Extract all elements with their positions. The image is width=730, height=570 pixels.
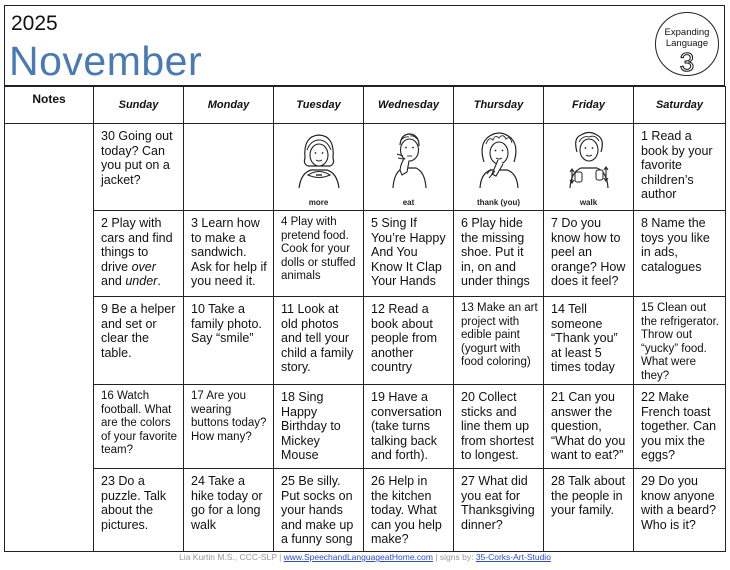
sign-caption-walk: walk — [579, 198, 598, 207]
day-cell-2 — [94, 211, 184, 297]
day-cell-19: 19 Have a conversation (take turns talking back and forth). — [364, 385, 454, 469]
badge-number: 3 — [679, 47, 695, 77]
year-label: 2025 — [11, 12, 58, 35]
sign-walk-icon — [559, 128, 619, 190]
day-header-tuesday: Tuesday — [274, 87, 364, 124]
day-cell-empty — [184, 124, 274, 211]
day-cell-3: 3 Learn how to make a sandwich. Ask for help if you need it. — [184, 211, 274, 297]
day-cell-10: 10 Take a family photo. Say “smile” — [184, 297, 274, 385]
day-cell-8: 8 Name the toys you like in ads, catalogues — [634, 211, 726, 297]
footer-credits — [0, 552, 730, 562]
day-cell-12: 12 Read a book about people from another country — [364, 297, 454, 385]
day-header-friday: Friday — [544, 87, 634, 124]
month-title: November — [9, 38, 203, 84]
sign-cell-eat — [364, 124, 454, 211]
notes-label: Notes — [5, 87, 94, 124]
sign-thank-you-icon — [469, 128, 529, 190]
sign-cell-walk — [544, 124, 634, 211]
day-cell-26: 26 Help in the kitchen today. What can you help make? — [364, 469, 454, 552]
sign-caption-thank-you: thank (you) — [476, 198, 521, 207]
day-cell-28: 28 Talk about the people in your family. — [544, 469, 634, 552]
footer-site-link[interactable]: www.SpeechandLanguageatHome.com — [283, 552, 433, 562]
footer-signs-link[interactable]: 35-Corks-Art-Studio — [475, 552, 551, 562]
sign-cell-thank-you — [454, 124, 544, 211]
day-cell-6: 6 Play hide the missing shoe. Put it in, on and under things — [454, 211, 544, 297]
day-cell-11: 11 Look at old photos and tell your child a family story. — [274, 297, 364, 385]
day-header-monday: Monday — [184, 87, 274, 124]
day-cell-24: 24 Take a hike today or go for a long walk — [184, 469, 274, 552]
day-cell-29: 29 Do you know anyone with a beard? Who is it? — [634, 469, 726, 552]
day-header-wednesday: Wednesday — [364, 87, 454, 124]
footer-author: Lia Kurtin M.S., CCC-SLP | — [179, 552, 284, 562]
sign-eat-icon — [379, 128, 439, 190]
footer-signs-prefix: | signs by: — [432, 552, 476, 562]
day-cell-1: 1 Read a book by your favorite children’s author — [634, 124, 726, 211]
day-header-sunday: Sunday — [94, 87, 184, 124]
day-2-text-c: . — [157, 274, 161, 288]
notes-area — [5, 124, 94, 552]
day-cell-20: 20 Collect sticks and line them up from shortest to longest. — [454, 385, 544, 469]
day-cell-22: 22 Make French toast together. Can you mix the eggs? — [634, 385, 726, 469]
day-header-saturday: Saturday — [634, 87, 726, 124]
day-cell-25: 25 Be silly. Put socks on your hands and make up a funny song — [274, 469, 364, 552]
day-header-thursday: Thursday — [454, 87, 544, 124]
badge-line-1: Expanding — [664, 27, 710, 38]
day-cell-16: 16 Watch football. What are the colors of your favorite team? — [94, 385, 184, 469]
level-badge — [655, 12, 719, 76]
day-cell-18: 18 Sing Happy Birthday to Mickey Mouse — [274, 385, 364, 469]
day-cell-5: 5 Sing If You’re Happy And You Know It Clap Your Hands — [364, 211, 454, 297]
badge-line-2: Language — [665, 38, 709, 49]
day-cell-14: 14 Tell someone “Thank you” at least 5 times today — [544, 297, 634, 385]
calendar-header — [4, 5, 725, 86]
sign-caption-eat: eat — [402, 198, 415, 207]
day-2-over: over — [131, 259, 156, 274]
day-2-text-b: and — [101, 274, 126, 288]
sign-more-icon — [289, 128, 349, 190]
day-cell-30: 30 Going out today? Can you put on a jacket? — [94, 124, 184, 211]
day-cell-23: 23 Do a puzzle. Talk about the pictures. — [94, 469, 184, 552]
day-cell-9: 9 Be a helper and set or clear the table. — [94, 297, 184, 385]
day-cell-7: 7 Do you know how to peel an orange? How does it feel? — [544, 211, 634, 297]
day-2-under: under — [125, 274, 158, 288]
day-cell-15: 15 Clean out the refrigerator. Throw out “yucky” food. What were they? — [634, 297, 726, 385]
calendar-grid — [4, 86, 726, 552]
sign-caption-more: more — [308, 198, 329, 207]
day-cell-17: 17 Are you wearing buttons today? How many? — [184, 385, 274, 469]
sign-cell-more — [274, 124, 364, 211]
day-cell-21: 21 Can you answer the question, “What do you want to eat?” — [544, 385, 634, 469]
day-2-text-a: 2 Play with cars and find things to drive — [101, 216, 173, 274]
day-cell-4: 4 Play with pretend food. Cook for your dolls or stuffed animals — [274, 211, 364, 297]
day-cell-27: 27 What did you eat for Thanksgiving dinner? — [454, 469, 544, 552]
day-cell-13: 13 Make an art project with edible paint (yogurt with food coloring) — [454, 297, 544, 385]
